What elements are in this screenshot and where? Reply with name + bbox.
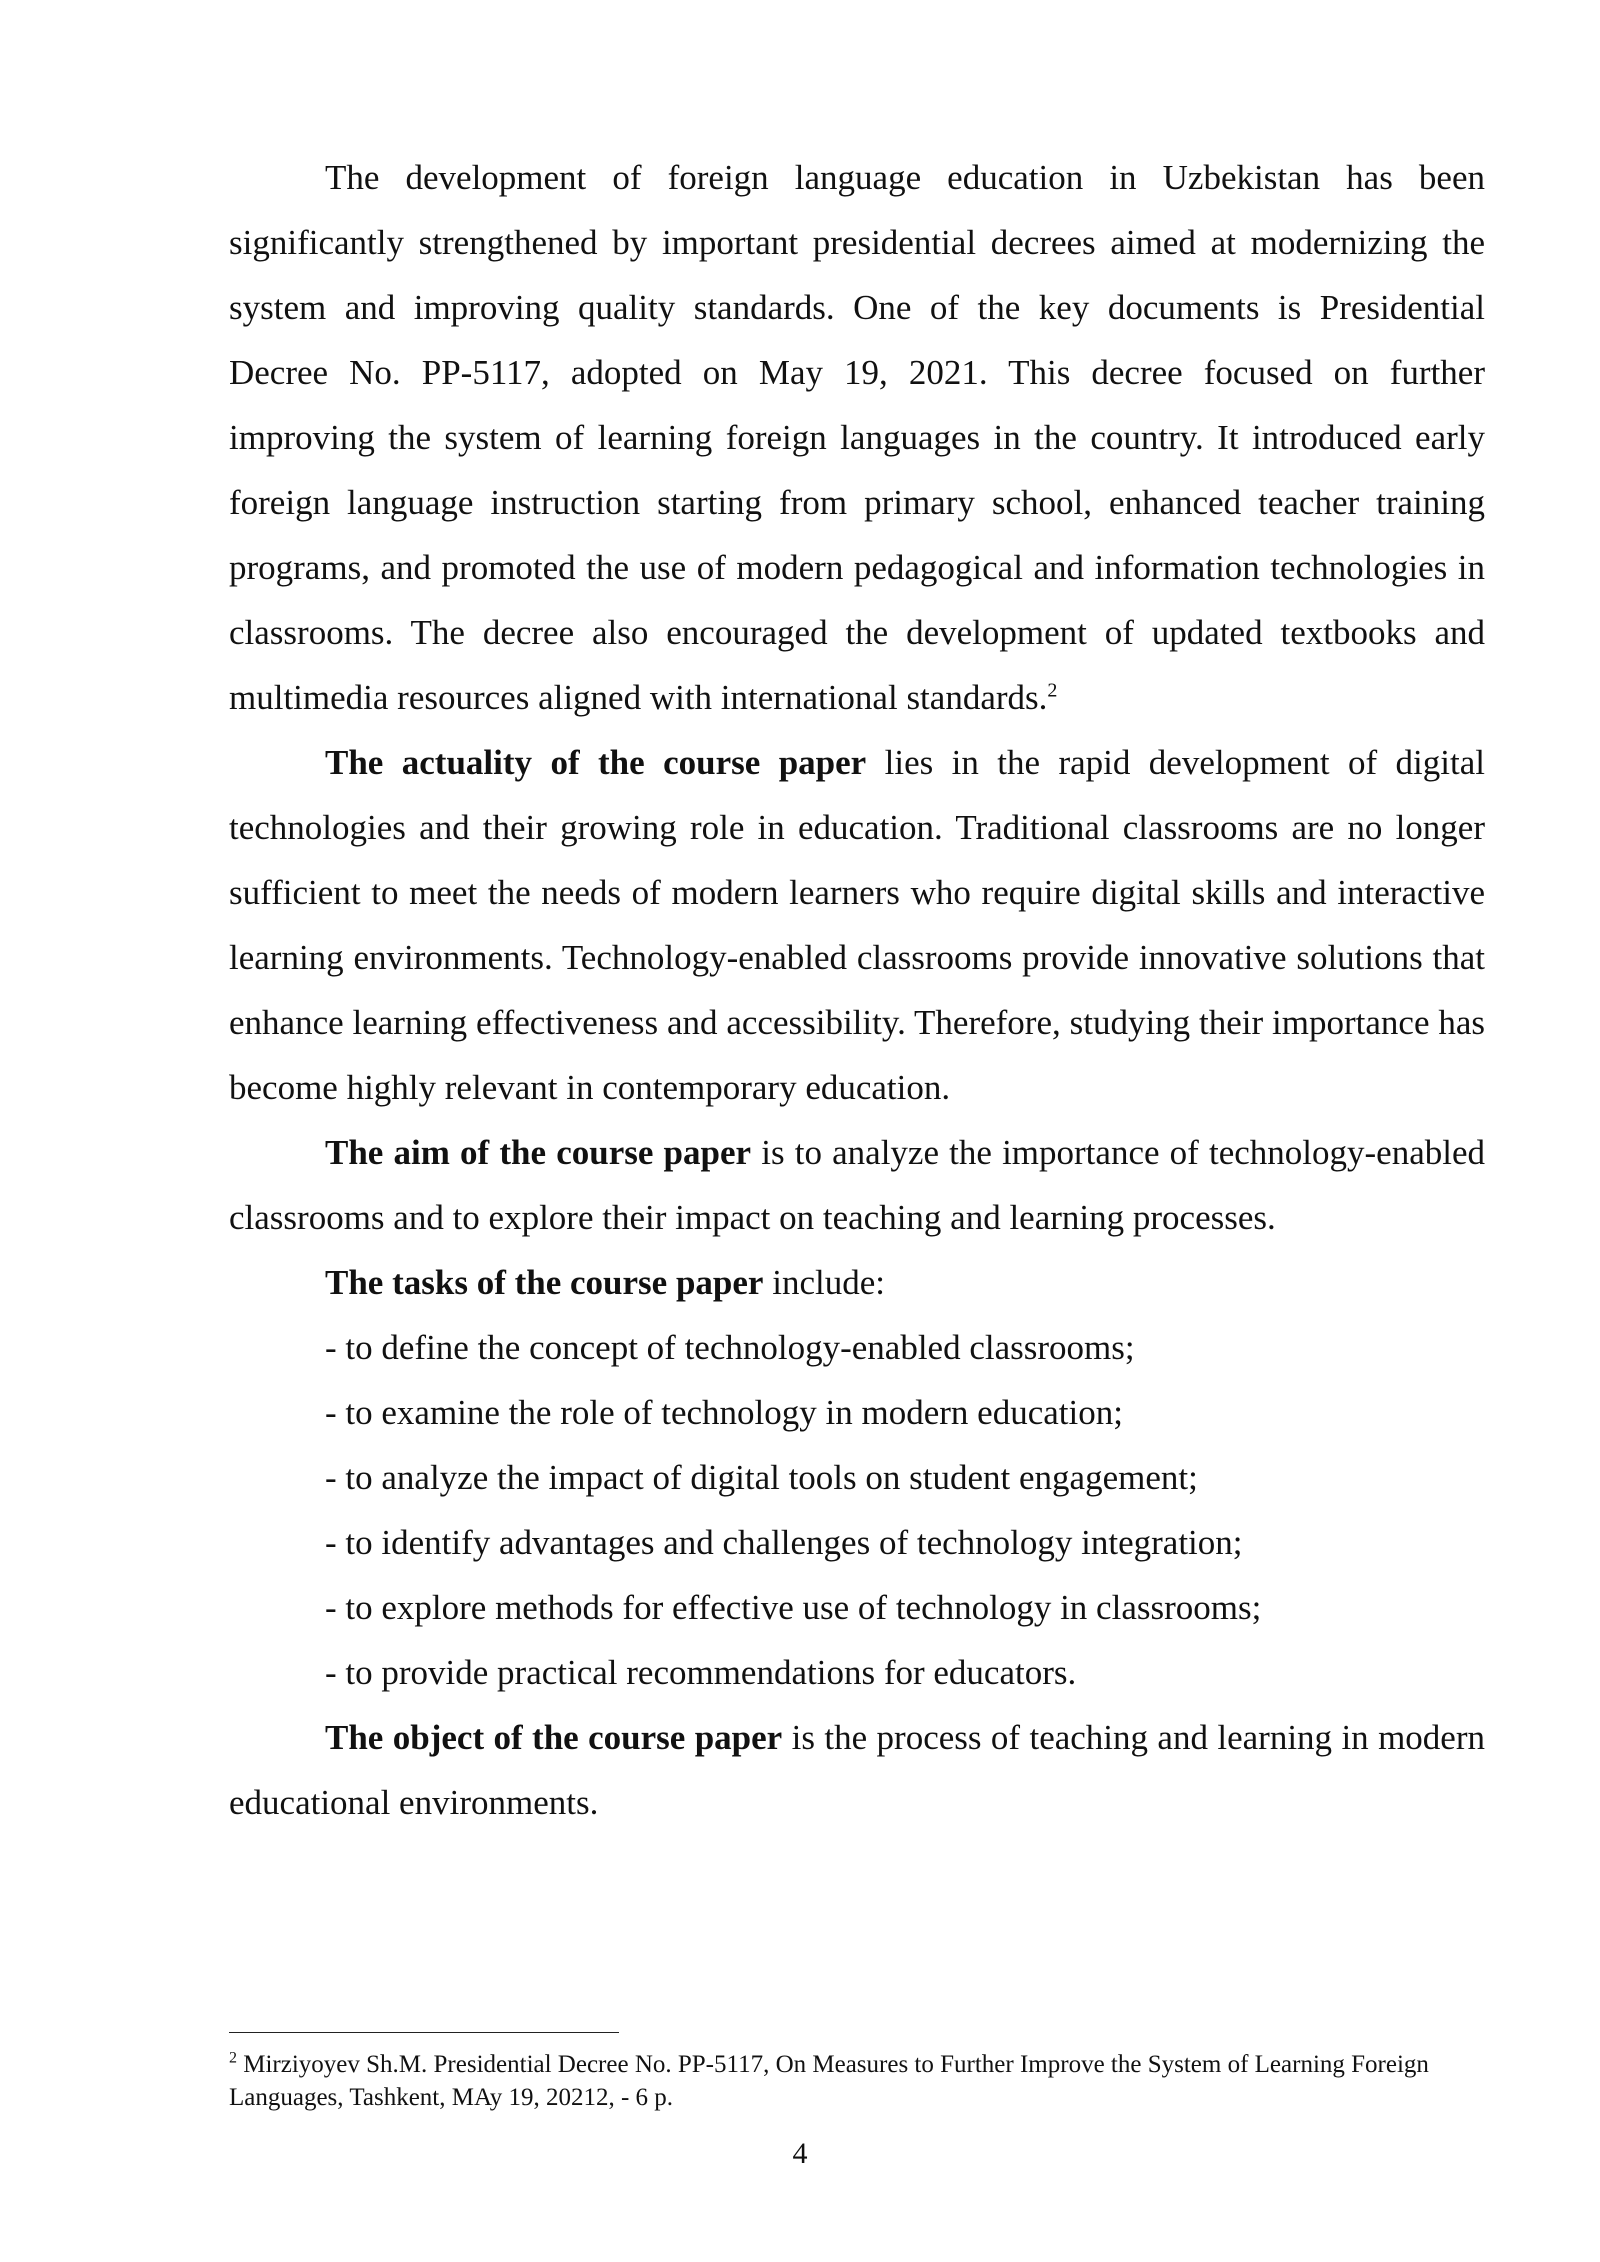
page-number: 4: [792, 2137, 808, 2170]
main-text: [229, 145, 1485, 1835]
task-item: - to provide practical recommendations for educators.: [325, 1653, 1077, 1692]
object-paragraph: [229, 1705, 1485, 1835]
tasks-text: include:: [763, 1263, 885, 1302]
decree-paragraph: [229, 145, 1485, 730]
decree-paragraph-text: The development of foreign language education in Uzbekistan has been significantly strengthened by important presidential decrees aimed at modernizing the system and improving quality standards. One of the key documents is Presidential Decree No. PP-5117, adopted on May 19, 2021. This decree focused on further improving the system of learning foreign languages in the country. It introduced early foreign language instruction starting from primary school, enhanced teacher training programs, and promoted the use of modern pedagogical and information technologies in classrooms. The decree also encouraged the development of updated textbooks and multimedia resources aligned with international standards.: [229, 158, 1485, 717]
task-item: - to analyze the impact of digital tools on student engagement;: [325, 1458, 1198, 1497]
tasks-heading: The tasks of the course paper: [325, 1263, 764, 1302]
footnote-separator: [229, 2032, 619, 2033]
aim-heading: The aim of the course paper: [325, 1133, 752, 1172]
object-heading: The object of the course paper: [325, 1718, 783, 1757]
task-item: - to define the concept of technology-enabled classrooms;: [325, 1328, 1135, 1367]
footnote-number: 2: [229, 2049, 237, 2067]
footnote: [229, 2048, 1485, 2114]
actuality-text: lies in the rapid development of digital technologies and their growing role in education. Traditional classrooms are no longer sufficient to meet the needs of modern learners who require digital skills and interactive learning environments. Technology-enabled classrooms provide innovative solutions that enhance learning effectiveness and accessibility. Therefore, studying their importance has become highly relevant in contemporary education.: [229, 743, 1485, 1107]
actuality-heading: The actuality of the course paper: [325, 743, 867, 782]
tasks-list: [229, 1315, 1485, 1705]
footnote-text: Mirziyoyev Sh.M. Presidential Decree No. PP-5117, On Measures to Further Improve the System of Learning Foreign Languages, Tashkent, MAy 19, 20212, - 6 p.: [229, 2051, 1429, 2111]
actuality-paragraph: [229, 730, 1485, 1120]
footnote-reference: 2: [1047, 679, 1058, 702]
aim-text: is to analyze the importance of technology-enabled classrooms and to explore their impact on teaching and learning processes.: [229, 1133, 1485, 1237]
task-item: - to examine the role of technology in modern education;: [325, 1393, 1123, 1432]
object-text: is the process of teaching and learning in modern educational environments.: [229, 1718, 1485, 1822]
tasks-paragraph: [229, 1250, 1485, 1315]
task-item: - to explore methods for effective use of technology in classrooms;: [325, 1588, 1262, 1627]
task-item: - to identify advantages and challenges of technology integration;: [325, 1523, 1243, 1562]
aim-paragraph: [229, 1120, 1485, 1250]
